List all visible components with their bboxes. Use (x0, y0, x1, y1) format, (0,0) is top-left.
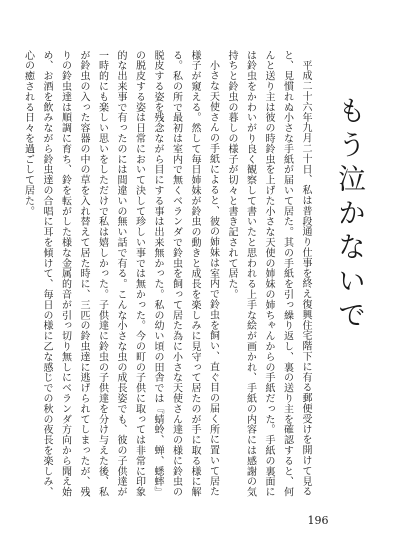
paragraph-2: 小さな天使さんの手紙によると、彼の姉妹は室内で鈴虫を飼い、直ぐ目の届く所に置いて居た様子が窺える。然して毎日姉妹が鈴虫の動きと成長を楽しみに見守って居たのが手に取る様に解る。私の所で最初は室内で無くベランダで鈴虫を飼って居た為に小さな天使さん達の様に鈴虫の脱皮する姿を残念ながら目にする事は出来無かった。私の幼い頃の田舎では『蜻蛉、蝉、蟋蟀』の脱皮する姿は日常において決して珍しい事では無かった。今の町の子供に取っては非常に印象的な出来事で有ったのには間違いの無い話で有る。こんな小さな虫の成長姿でも、彼の子供達が一時的にも楽しい思いをしただけで私は嬉しかった。子供達に鈴虫の子供達を分け与えた後、私が鈴虫の入った容器の中の草を入れ替えて居た時に、三匹の鈴虫達に逃げられてしまったが、残りの鈴虫達は順調に育ち、鈴を転がした様な金属的音が引っ切り無しにベランダ方向から聞え始め、お酒を飲みながら鈴虫達の合唱に耳を傾けて、毎日の様に乙な感じでの秋の夜長を楽しみ、心の癒される日々を過ごして居た。 (22, 50, 219, 498)
page-number: 196 (307, 514, 329, 527)
chapter-title: もう泣かないで (334, 96, 367, 334)
paragraph-1: 平成二十六年九月二十日、私は普段通り仕事を終え復興住宅階下に有る郵便受けを開けて見ると、見慣れぬ小さな手紙が届いて居た。其の手紙を引っ繰り返し、裏の送り主を確認すると、何んと送り主は彼の時鈴虫を上げた小さな天使の姉妹の姉ちゃんからの手紙だった。手紙の裏面には鈴虫をかわいがり良く観察して書いたと思われる上手な絵が画かれ、手紙の内容には感謝の気持ちと鈴虫の暮しの様子が切々と書き記されて居た。 (226, 50, 311, 498)
body-text (22, 50, 314, 500)
